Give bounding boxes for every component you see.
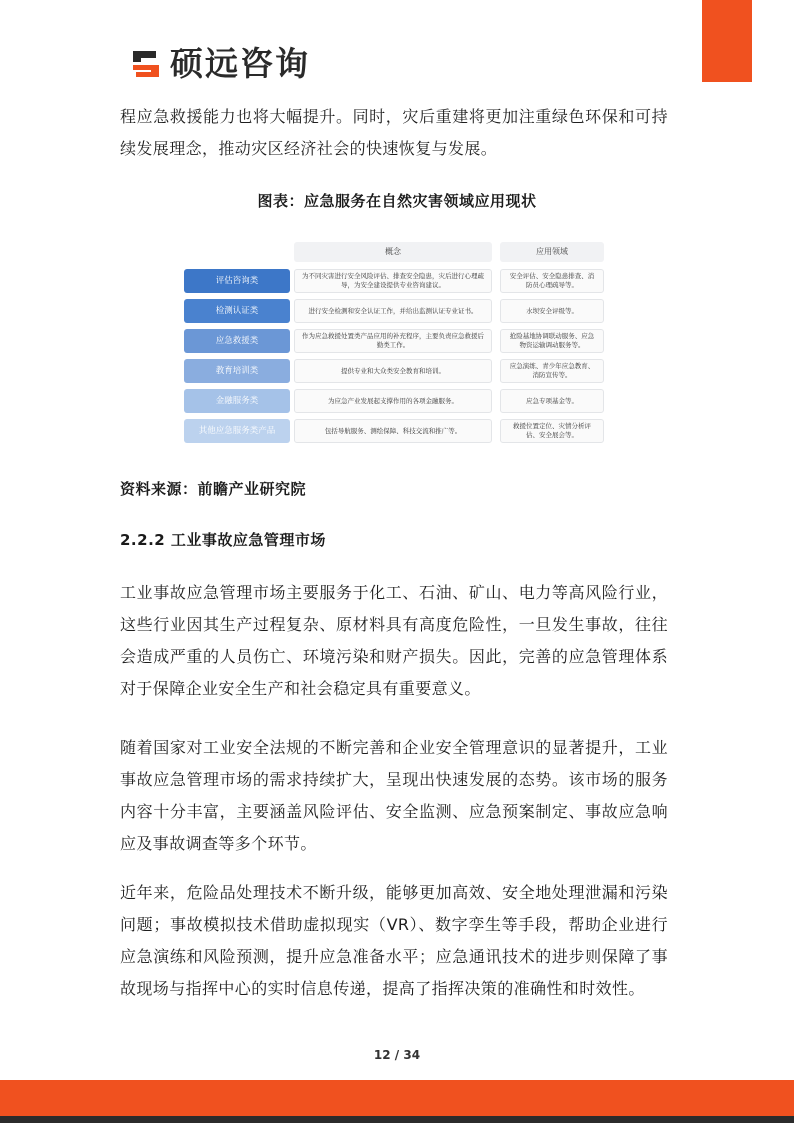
field-cell: 抢险基地协调联动服务、应急物资运输调动服务等。: [500, 329, 604, 353]
category-label: 应急救援类: [184, 329, 290, 353]
category-label: 其他应急服务类产品: [184, 419, 290, 443]
source-note: 资料来源：前瞻产业研究院: [120, 480, 307, 498]
brand-mark-icon: [130, 48, 162, 80]
section-heading: 2.2.2 工业事故应急管理市场: [120, 531, 326, 549]
table-row: [184, 359, 604, 383]
field-cell: 安全评估、安全隐患排查、消防员心理疏导等。: [500, 269, 604, 293]
header-concept: 概念: [294, 242, 492, 262]
header-field: 应用领域: [500, 242, 604, 262]
table-row: [184, 269, 604, 293]
category-label: 评估咨询类: [184, 269, 290, 293]
field-cell: 救援位置定位、灾情分析评估、安全展会等。: [500, 419, 604, 443]
category-label: 教育培训类: [184, 359, 290, 383]
paragraph-intro: 程应急救援能力也将大幅提升。同时，灾后重建将更加注重绿色环保和可持续发展理念，推动灾区经济社会的快速恢复与发展。: [120, 107, 668, 158]
top-accent-bar: [702, 0, 752, 82]
concept-cell: 作为应急救援处置类产品应用的补充程序，主要负责应急救援后勤类工作。: [294, 329, 492, 353]
table-row: [184, 419, 604, 443]
table-row: [184, 299, 604, 323]
concept-cell: 提供专业和大众类安全教育和培训。: [294, 359, 492, 383]
brand-name: 硕远咨询: [170, 44, 310, 83]
category-label: 检测认证类: [184, 299, 290, 323]
figure-title: 图表：应急服务在自然灾害领域应用现状: [257, 192, 537, 210]
footer-line: [0, 1116, 794, 1123]
table-row: [184, 389, 604, 413]
concept-cell: 为不同灾害进行安全风险评估、排查安全隐患，灾后进行心理疏导，为安全建设提供专业咨询建议。: [294, 269, 492, 293]
paragraph-2: 工业事故应急管理市场主要服务于化工、石油、矿山、电力等高风险行业，这些行业因其生产过程复杂、原材料具有高度危险性，一旦发生事故，往往会造成严重的人员伤亡、环境污染和财产损失。因此，完善的应急管理体系对于保障企业安全生产和社会稳定具有重要意义。: [120, 583, 668, 698]
field-cell: 水坝安全评级等。: [500, 299, 604, 323]
field-cell: 应急演练、青少年应急教育、消防宣传等。: [500, 359, 604, 383]
concept-cell: 为应急产业发展起支撑作用的各项金融服务。: [294, 389, 492, 413]
field-cell: 应急专项基金等。: [500, 389, 604, 413]
page-number: 12 / 34: [373, 1048, 421, 1062]
footer-bar: [0, 1080, 794, 1116]
paragraph-4: 近年来，危险品处理技术不断升级，能够更加高效、安全地处理泄漏和污染问题；事故模拟技术借助虚拟现实（VR）、数字孪生等手段，帮助企业进行应急演练和风险预测，提升应急准备水平；应急通讯技术的进步则保障了事故现场与指挥中心的实时信息传递，提高了指挥决策的准确性和时效性。: [120, 883, 668, 998]
category-label: 金融服务类: [184, 389, 290, 413]
paragraph-3: 随着国家对工业安全法规的不断完善和企业安全管理意识的显著提升，工业事故应急管理市场的需求持续扩大，呈现出快速发展的态势。该市场的服务内容十分丰富，主要涵盖风险评估、安全监测、应急预案制定、事故应急响应及事故调查等多个环节。: [120, 738, 668, 853]
brand-logo: [130, 44, 310, 84]
concept-cell: 进行安全检测和安全认证工作，并给出监测认证专业证书。: [294, 299, 492, 323]
concept-cell: 包括导航服务、测绘保障、科技交流和推广等。: [294, 419, 492, 443]
table-row: [184, 329, 604, 353]
service-table-figure: [180, 236, 610, 452]
